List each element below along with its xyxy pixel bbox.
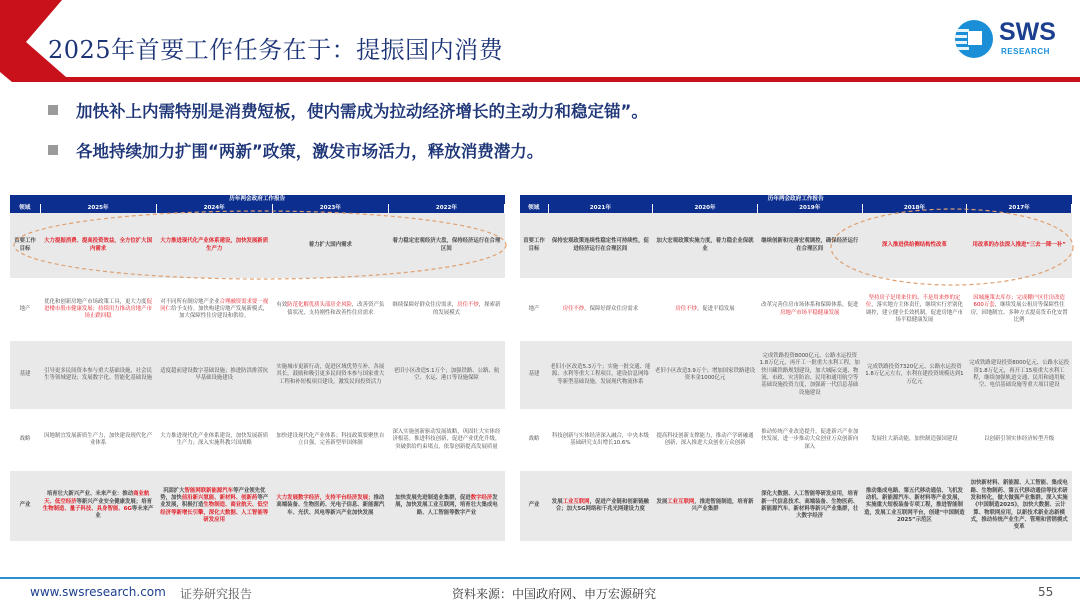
highlighted-text: 深入推进供给侧结构性改革: [882, 241, 947, 248]
row-category: 战略: [528, 436, 540, 443]
row-category: 首要工作目标: [520, 213, 548, 278]
table-cell: [388, 471, 504, 541]
table-cell: [967, 213, 1072, 278]
table-cell: [40, 409, 156, 471]
bullet-text: 各地持续加力扩围“两新”政策，激发市场活力，释放消费潜力。: [76, 142, 544, 161]
table-cell: [757, 278, 862, 341]
column-header: 领域: [520, 204, 548, 213]
cell-text: 巩固扩大: [162, 487, 185, 494]
table-cell: [862, 278, 967, 341]
table-cell: [156, 213, 272, 278]
table-row: [520, 213, 1072, 278]
table-cell: [967, 409, 1072, 471]
cell-text: 深化大数据、人工智能等研发应用，培育新一代信息技术、高端装备、生物医药、新能源汽车、新材料等新兴产业集群，壮大数字经济: [761, 491, 859, 520]
table-cell: [272, 471, 388, 541]
cell-text: ，促进平稳发展: [696, 305, 735, 312]
bullet-square-icon: [48, 105, 58, 115]
highlighted-text: 工业互联网: [562, 498, 590, 505]
table-cell: [548, 213, 653, 278]
highlighted-text: 生物制造、商业航天、低空经济: [160, 502, 269, 516]
cell-text: ，推进智能制造，培育新兴产业集群: [691, 498, 754, 512]
table-caption: 历年两会政府工作报告: [10, 195, 505, 204]
cell-text: ，保障好群众住房需求: [584, 305, 639, 312]
cell-text: 推动高端装备、生物医药、光电子信息、新能源汽车、光伏、风电等新兴产业加快发展: [276, 495, 385, 516]
table-cell: [967, 471, 1072, 541]
table-caption: 历年两会政府工作报告: [520, 195, 1072, 204]
sws-logo: [955, 18, 1075, 62]
table-cell: [548, 471, 653, 541]
cell-text: 深入实施创新驱动发展战略，巩固壮大实体经济根基。推进科技创新，促进产业优化升级，突破供给约束堵点，依靠创新提高发展质量: [392, 429, 501, 450]
cell-text: 加快新材料、新能源、人工智能、集成电路、生物制药、第五代移动通信等技术研发和转化，做大做强产业集群。深入实施《中国制造2025》，加快大数据、云计算、物联网应用，以新技术新业态新模式，推动传统产业生产、管理和营销模式变革: [970, 480, 1068, 531]
highlighted-text: 大力提振消费、提高投资效益，全方位扩大国内需求: [44, 238, 152, 252]
highlighted-text: 房住不炒: [457, 302, 479, 309]
row-category: 基建: [10, 341, 40, 409]
website-link[interactable]: www.swsresearch.com: [30, 585, 166, 599]
cell-text: 加大宏观政策实施力度，着力稳企业保就业: [656, 238, 754, 252]
column-header: 2025年: [40, 204, 156, 213]
table-cell: [967, 278, 1072, 341]
column-header: 2022年: [388, 204, 504, 213]
cell-text: 引导更多民间资本参与重大基础设施、社会民生等领域建设；发展数字化、智能化基础设施: [44, 367, 152, 381]
cell-text: 发展，加快发展工业互联网，培育壮大集成电路、人工智能等数字产业: [395, 495, 498, 516]
highlighted-text: 数字经济: [470, 495, 493, 502]
cell-text: ，继续发展公租房等保障性住房，因地制宜、多种方式提高货币化安置比例: [970, 302, 1068, 323]
table-cell: [40, 471, 156, 541]
table-cell: [653, 409, 758, 471]
highlighted-text: 用改革的办法深入推进“三去一降一补”: [972, 241, 1066, 248]
highlighted-text: 合理融资需求要一视同仁: [160, 298, 269, 312]
table-row: [520, 409, 1072, 471]
table-cell: [757, 409, 862, 471]
cell-text: 发展壮大新动能，加快制造强国建设: [871, 436, 958, 443]
row-category: 首要工作目标: [10, 213, 40, 278]
table-cell: [653, 471, 758, 541]
cell-text: 等产业领先优势，加快: [160, 487, 266, 502]
cell-text: 给予支持。加快构建房地产发展新模式，加大保障性住房建设和供给。: [171, 305, 269, 320]
bullet-1: [48, 98, 648, 122]
highlighted-text: 智能网联新能源汽车: [184, 487, 234, 494]
column-header: 2018年: [862, 204, 967, 213]
cell-text: 加快建设现代化产业体系；科技政策要聚焦自立自强，完善新型举国体制: [276, 432, 385, 446]
cell-text: 完成铁路投资7320亿元、公路水运投资1.8万亿元左右，水利在建投资规模达到1万亿元: [865, 364, 964, 385]
table-row: [520, 341, 1072, 409]
table-cell: [388, 409, 504, 471]
table-cell: [862, 213, 967, 278]
table-caption-row: [10, 195, 505, 204]
column-header: 2021年: [548, 204, 653, 213]
cell-text: 等新兴产业安全健康发展；培育: [76, 498, 152, 505]
highlighted-text: 大力推进现代化产业体系建设，加快发展新质生产力: [160, 238, 269, 252]
column-header: 领域: [10, 204, 40, 213]
cell-text: 培育壮大新兴产业、未来产业：推动: [46, 491, 134, 498]
right-report-table: [520, 195, 1072, 541]
table-cell: [40, 341, 156, 409]
table-row: [10, 213, 505, 278]
table-row: [10, 471, 505, 541]
table-cell: [388, 213, 504, 278]
table-cell: [272, 278, 388, 341]
highlighted-text: 商业航天、低空经济: [44, 491, 150, 505]
cell-text: 老旧小区改造3.9万个；增加国家铁路建设资本金1000亿元: [654, 367, 756, 381]
cell-text: ，落实地方主体责任，继续实行差别化调控，建立健全长效机制，促进房地产市场平稳健康发展: [865, 302, 963, 323]
table-cell: [388, 341, 504, 409]
cell-text: ，促进产业链和创新链融合；加大5G网络和千兆光网建设力度: [555, 498, 649, 512]
cell-text: 推动集成电路、第五代移动通信、飞机发动机、新能源汽车、新材料等产业发展，实施重大短板装备专项工程，推进智能制造，发展工业互联网平台，创建“中国制造2025”示范区: [864, 487, 965, 523]
column-header: 2020年: [653, 204, 758, 213]
table-cell: [757, 471, 862, 541]
table-cell: [388, 278, 504, 341]
table-cell: [156, 409, 272, 471]
cell-text: 适度超前建设数字基础设施；推进防洪排涝抗旱基础设施建设: [160, 367, 269, 381]
table-cell: [653, 341, 758, 409]
column-header: 2017年: [967, 204, 1072, 213]
row-category: 产业: [10, 471, 40, 541]
cell-text: 老旧小区改造5.3万个；实施一批交通、能源、水利等重大工程项目，建设信息网络等新型基础设施，发展现代物流体系: [550, 364, 651, 385]
column-header: 2019年: [757, 204, 862, 213]
cell-text: 科技创新与实体经济深入融合，中央本级基础研究支出增长10.6%: [551, 432, 649, 446]
row-category: 地产: [19, 305, 31, 312]
table-cell: [862, 341, 967, 409]
highlighted-text: 等新增长引擎，深化大数据、人工智能等研发应用: [171, 509, 269, 523]
logo-mark-icon: [955, 20, 993, 58]
table-cell: [653, 278, 758, 341]
cell-text: 发展: [551, 498, 563, 505]
table-cell: [653, 213, 758, 278]
table-cell: [156, 278, 272, 341]
cell-text: 完成铁路建设投资8000亿元、公路水运投资1.8万亿元，再开工15项重大水利工程，继续加强轨道交通、民用和通用航空、电信基础设施等重大项目建设: [969, 360, 1070, 389]
table-cell: [757, 213, 862, 278]
cell-text: 加快发展先进制造业集群，促进: [395, 495, 471, 502]
cell-text: 等产业发展，积极打造: [160, 495, 269, 509]
table-row: [10, 278, 505, 341]
table-row: [520, 471, 1072, 541]
table-cell: [862, 471, 967, 541]
cell-text: 优化和创新房地产市场政策工具，更大力度: [44, 298, 147, 305]
highlighted-text: 因城施策去库存；完成棚户区住房改造600万套: [973, 294, 1065, 309]
table-cell: [40, 278, 156, 341]
highlighted-text: 房地产市场平稳健康发展: [780, 309, 840, 316]
bullet-2: [48, 138, 543, 162]
table-row: [10, 409, 505, 471]
highlighted-text: 防范化解优质头部房企风险: [287, 302, 352, 309]
logo-subtext: RESEARCH: [1001, 47, 1050, 56]
table-row: [520, 278, 1072, 341]
highlighted-text: 生物制造、量子科技、具身智能、6G: [42, 506, 132, 512]
table-cell: [548, 278, 653, 341]
source-note: 资料来源：中国政府网、申万宏源研究: [452, 587, 657, 601]
table-cell: [757, 341, 862, 409]
table-cell: [862, 409, 967, 471]
cell-text: 着力稳定宏观经济大盘，保持经济运行在合理区间: [392, 238, 501, 252]
table-cell: [272, 341, 388, 409]
left-report-table: [10, 195, 505, 541]
column-header: 2023年: [272, 204, 388, 213]
report-type: 证券研究报告: [180, 587, 253, 601]
cell-text: 改革完善住房市场体系和保障体系，促进: [761, 302, 859, 309]
logo-text: SWS: [999, 18, 1056, 46]
cell-text: 继续保障好群众住房需求，: [392, 302, 458, 309]
table-cell: [40, 213, 156, 278]
cell-text: 推动传统产业改造提升，促进新兴产业加快发展，进一步推动大众创业万众创新向深入: [761, 429, 859, 450]
cell-text: 发展: [656, 498, 668, 505]
cell-text: 完成铁路投资8000亿元、公路水运投资1.8万亿元，再开工一批重大水利工程，加快川藏铁路规划建设，加大城际交通、物流、市政、灾害防治、民用和通用航空等基础设施投资力度，加强新一代信息基础设施建设: [759, 353, 860, 396]
cell-text: 老旧小区改造5.1万个；加强铁路、公路、航空、水运、港口等设施保障: [393, 367, 500, 381]
cell-text: 大力推进现代化产业体系建设，加快发展新质生产力；深入实施科教兴国战略: [160, 432, 269, 446]
table-header-row: [10, 204, 505, 213]
cell-text: ，探索新的发展模式: [432, 302, 501, 316]
highlighted-text: 房住不炒: [562, 305, 585, 312]
bullet-square-icon: [48, 145, 58, 155]
cell-text: 着力扩大国内需求: [308, 241, 352, 248]
highlighted-text: 工业互联网: [667, 498, 695, 505]
page-number: 55: [1038, 585, 1054, 599]
table-caption-row: [520, 195, 1072, 204]
highlighted-text: 前沿新兴氢能、新材料、创新药: [181, 495, 258, 502]
page-title: 2025年首要工作任务在于：提振国内消费: [48, 36, 504, 64]
table-row: [10, 341, 505, 409]
cell-text: 提高科技创新支撑能力，推动产学研融通创新，深入推进大众创业万众创新: [656, 432, 754, 446]
row-category: 产业: [520, 471, 548, 541]
column-header: 2024年: [156, 204, 272, 213]
table-cell: [272, 409, 388, 471]
cell-text: 实施城市更新行动，促进区域优势互补、各展其长，鼓励和吸引更多民间资本参与国家重大工程和补短板项目建设，激发民间投资活力: [276, 364, 385, 385]
cell-text: 继续创新和完善宏观调控，确保经济运行在合理区间: [761, 238, 859, 252]
cell-text: ，改善资产负债状况，支持刚性和改善性住房需求: [287, 302, 385, 316]
cell-text: 因地制宜发展新质生产力，加快建设现代化产业体系: [44, 432, 152, 446]
footer-divider: [0, 577, 1080, 579]
table-cell: [156, 341, 272, 409]
cell-text: 保持宏观政策连续性稳定性可持续性，促进经济运行在合理区间: [551, 238, 649, 252]
table-cell: [272, 213, 388, 278]
highlighted-text: 房住不炒: [675, 305, 697, 312]
highlighted-text: 促进楼市股市健康发展；持续用力推动房地产市场止跌回稳: [44, 298, 152, 320]
cell-text: 以创新引领实体经济转型升级: [984, 436, 1055, 443]
row-category: 战略: [19, 436, 31, 443]
row-category: 基建: [520, 341, 548, 409]
cell-text: 有效: [276, 302, 288, 309]
table-cell: [156, 471, 272, 541]
table-cell: [548, 409, 653, 471]
table-cell: [967, 341, 1072, 409]
bullet-text: 加快补上内需特别是消费短板，使内需成为拉动经济增长的主动力和稳定锚”。: [76, 102, 648, 121]
table-cell: [548, 341, 653, 409]
cell-text: 对不同所有制房地产企业: [160, 298, 220, 305]
highlighted-text: 大力发展数字经济，支持平台经济发展；: [276, 495, 374, 502]
cell-text: 等未来产业: [95, 506, 154, 520]
row-category: 地产: [528, 305, 540, 312]
highlighted-text: 坚持房子是用来住的、不是用来炒的定位: [865, 294, 961, 309]
table-header-row: [520, 204, 1072, 213]
